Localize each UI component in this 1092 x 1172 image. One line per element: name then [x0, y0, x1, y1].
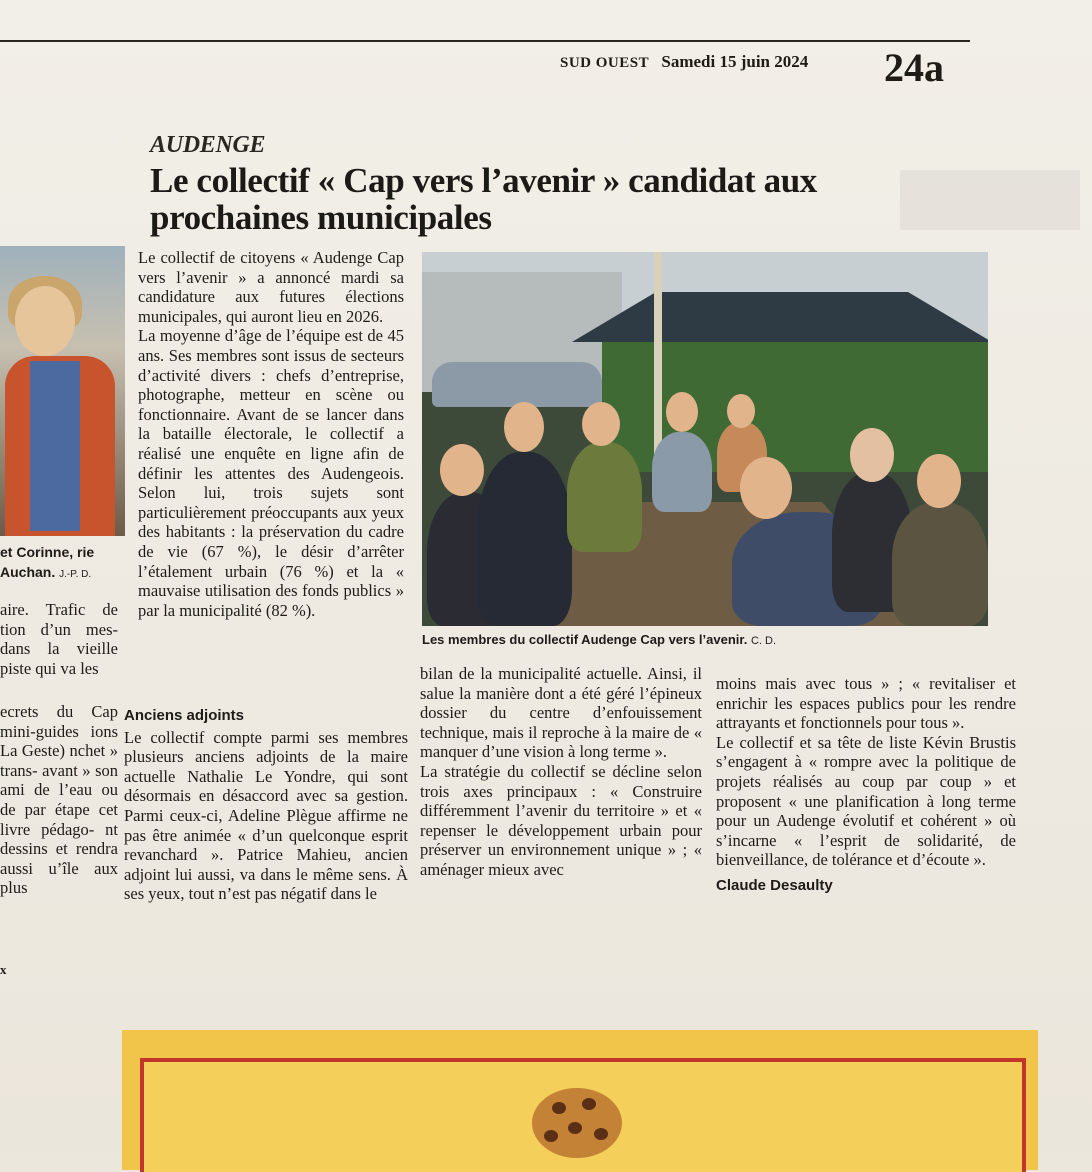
photo-person: [652, 432, 712, 512]
photo-car: [432, 362, 602, 407]
chocolate-chip: [552, 1102, 566, 1114]
article-paragraph: bilan de la municipalité actuelle. Ainsi, il salue la manière dont a été géré l’épineux dossier du centre d’enfouissement technique, mais il reproche à la maire de « manquer d’une vision à long terme ».: [420, 664, 702, 762]
cookie-illustration: [532, 1088, 622, 1158]
group-photo: [422, 252, 988, 626]
photo-credit: C. D.: [750, 635, 777, 647]
masthead-date: Samedi 15 juin 2024: [661, 52, 809, 71]
bleed-through-shadow: [900, 170, 1080, 230]
chocolate-chip: [582, 1098, 596, 1110]
page-number: 24a: [884, 45, 944, 90]
article-paragraph: La stratégie du collectif se décline selon trois axes principaux : « Construire différemment l’avenir du territoire » et « repenser le développement urbain pour préserver un environnement unique » ; « aménager mieux avec: [420, 761, 702, 879]
margin-marker: x: [0, 962, 7, 977]
photo-face: [917, 454, 961, 508]
article-paragraph: Le collectif de citoyens « Audenge Cap vers l’avenir » a annoncé mardi sa candidature aux futures élections municipales, qui auront lieu en 2026.: [138, 248, 404, 326]
left-photo-caption: [0, 542, 130, 585]
left-paragraph-2: ecrets du Cap mini-guides ions La Geste) nchet » trans- avant » son ami de l’eau ou de par étape cet livre pédago- nt dessins et rendra aussi u’île aux plus: [0, 702, 118, 898]
photo-caption: [422, 632, 776, 647]
article-column-1-continued: [124, 706, 408, 904]
chocolate-chip: [544, 1130, 558, 1142]
photo-face: [582, 402, 620, 446]
photo-face: [504, 402, 544, 452]
chocolate-chip: [594, 1128, 608, 1140]
article-paragraph: moins mais avec tous » ; « revitaliser et enrichir les espaces publics pour les rendre attrayants et fonctionnels pour tous ».: [716, 674, 1016, 733]
photo-face: [440, 444, 484, 496]
article-paragraph: La moyenne d’âge de l’équipe est de 45 ans. Ses membres sont issus de secteurs d’activité divers : chefs d’entreprise, photographe, metteur en scène ou fonctionnaire. Avant de se lancer dans la bataille électorale, le collectif a réalisé une enquête en ligne afin de définir les attentes des Audengeois. Selon lui, trois sujets sont particulièrement préoccupants aux yeux des habitants : la préservation du cadre de vie (67 %), le désir d’arrêter l’étalement urbain (76 %) et la « mauvaise utilisation des fonds publics » par la municipalité (82 %).: [138, 326, 404, 620]
chocolate-chip: [568, 1122, 582, 1134]
masthead: [560, 52, 808, 72]
article-column-3: [716, 674, 1016, 896]
masthead-brand: SUD OUEST: [560, 55, 650, 71]
top-rule: [0, 40, 970, 42]
article-column-2: [420, 664, 702, 880]
article-paragraph: Le collectif et sa tête de liste Kévin Brustis s’engagent à « rompre avec la politique de projets réalisés au coup par coup » et proposent « une planification à long terme pour un Audenge évolutif et cohérent » où s’incarne « l’esprit de solidarité, de bienveillance, de tolérance et d’écoute ».: [716, 732, 1016, 870]
left-caption-text: et Corinne, rie Auchan.: [0, 544, 95, 580]
photo-person-shirt: [30, 361, 80, 531]
article-signature: Claude Desaulty: [716, 876, 833, 894]
article-column-1: [138, 248, 404, 620]
left-article-photo: [0, 246, 125, 536]
photo-caption-text: Les membres du collectif Audenge Cap vers l’avenir.: [422, 632, 748, 647]
photo-face: [850, 428, 894, 482]
photo-person: [477, 452, 572, 626]
left-article-text-2: [0, 702, 118, 898]
photo-face: [727, 394, 755, 428]
article-paragraph: Le collectif compte parmi ses membres plusieurs anciens adjoints de la maire actuelle Nathalie Le Yondre, qui sont désormais en désaccord avec sa gestion. Parmi ceux-ci, Adeline Plègue affirme ne pas être animée « d’un quelconque esprit revanchard ». Patrice Mahieu, ancien adjoint lui aussi, va dans le même sens. À ses yeux, tout n’est pas négatif dans le: [124, 727, 408, 904]
left-caption-credit: J.-P. D.: [59, 569, 92, 580]
article-headline: Le collectif « Cap vers l’avenir » candidat aux prochaines municipales: [150, 161, 817, 237]
photo-person: [892, 502, 988, 626]
photo-person: [567, 442, 642, 552]
article-kicker: AUDENGE: [150, 132, 266, 158]
photo-face: [666, 392, 698, 432]
left-paragraph-1: aire. Trafic de tion d’un mes- dans la vieille piste qui va les: [0, 600, 118, 678]
article-subhead: Anciens adjoints: [124, 707, 245, 724]
photo-face: [740, 457, 792, 519]
left-article-text-1: [0, 600, 118, 678]
photo-person-face: [15, 286, 75, 356]
